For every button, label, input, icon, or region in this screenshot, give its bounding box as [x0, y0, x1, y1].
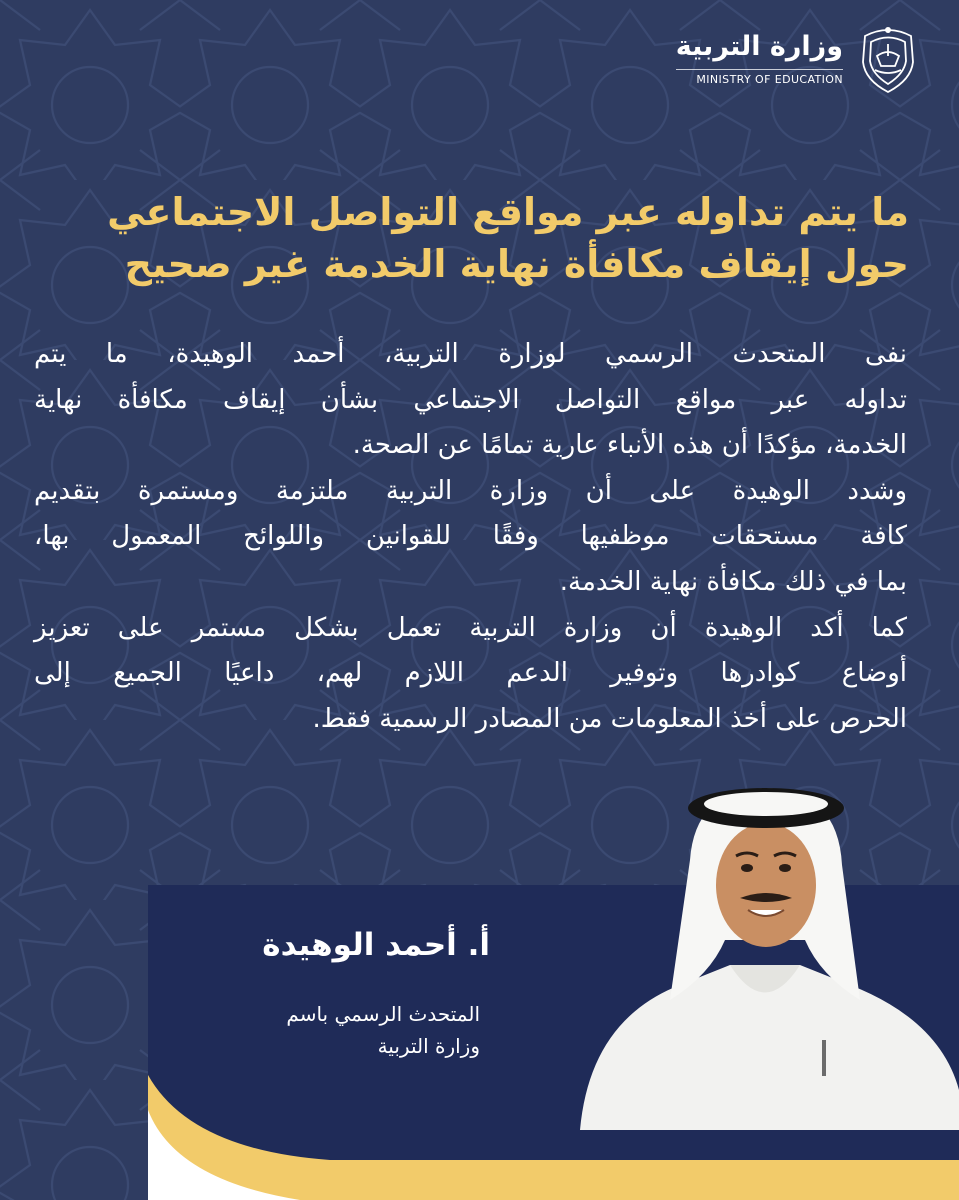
body-line: وشدد الوهيدة على أن وزارة التربية ملتزمة ومستمرة بتقديم — [34, 475, 907, 506]
headline-line-2: حول إيقاف مكافأة نهاية الخدمة غير صحيح — [124, 242, 909, 286]
spokesperson-name: أ. أحمد الوهيدة — [262, 927, 490, 963]
body-line: كافة مستحقات موظفيها وفقًا للقوانين واللوائح المعمول بها، — [34, 521, 907, 552]
spokesperson-title-line-1: المتحدث الرسمي باسم — [286, 1002, 480, 1026]
body-line: نفى المتحدث الرسمي لوزارة التربية، أحمد الوهيدة، ما يتم — [34, 339, 907, 369]
body-line: تداوله عبر مواقع التواصل الاجتماعي بشأن إيقاف مكافأة نهاية — [34, 384, 907, 415]
spokesperson-photo — [570, 770, 959, 1130]
headline — [40, 186, 909, 290]
body-line: أوضاع كوادرها وتوفير الدعم اللازم لهم، داعيًا الجميع إلى — [34, 658, 907, 689]
article-body — [34, 332, 907, 742]
spokesperson-title-line-2: وزارة التربية — [377, 1034, 480, 1058]
body-line: بما في ذلك مكافأة نهاية الخدمة. — [559, 566, 907, 597]
ministry-logo — [676, 22, 921, 94]
kuwait-emblem-icon — [855, 22, 921, 94]
headline-line-1: ما يتم تداوله عبر مواقع التواصل الاجتماعي — [107, 190, 909, 234]
ministry-name-arabic: وزارة التربية — [675, 30, 843, 62]
body-line: الحرص على أخذ المعلومات من المصادر الرسمية فقط. — [312, 703, 907, 734]
ministry-logo-text — [676, 31, 843, 86]
ministry-name-english: MINISTRY OF EDUCATION — [676, 69, 843, 86]
body-line: كما أكد الوهيدة أن وزارة التربية تعمل بشكل مستمر على تعزيز — [34, 612, 907, 643]
spokesperson-title — [220, 998, 480, 1062]
body-line: الخدمة، مؤكدًا أن هذه الأنباء عارية تمامًا عن الصحة. — [352, 430, 907, 461]
